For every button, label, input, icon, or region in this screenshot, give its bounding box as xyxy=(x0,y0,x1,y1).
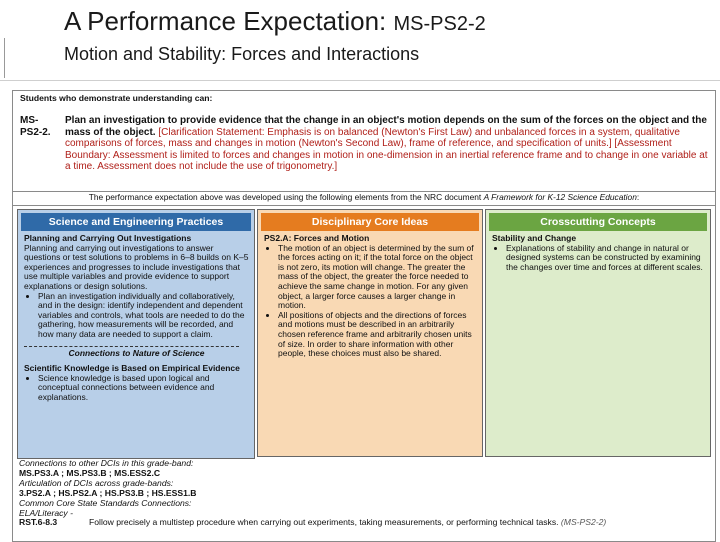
dci-bullet-1: • The motion of an object is determined by the sum of the forces acting on it; if the total force on the object is not zero, its motion will change. The greater the mass of the object, the greater the force needed to achieve the same change in motion. For any given object, a larger force causes a larger change in motion. xyxy=(278,244,477,311)
nos-heading: Scientific Knowledge is Based on Empirical Evidence xyxy=(24,363,240,374)
dci-column xyxy=(257,209,483,457)
conn-other-dcis: MS.PS3.A ; MS.PS3.B ; MS.ESS2.C xyxy=(19,467,161,478)
dci-bullet-2: • All positions of objects and the directions of forces and motions must be described in an arbitrarily chosen reference frame and arbitrarily chosen units of size. In order to share information with other people, these choices must also be shared. xyxy=(278,311,477,359)
sep-heading: Planning and Carrying Out Investigations xyxy=(24,233,192,243)
ccc-heading: Stability and Change xyxy=(492,233,577,243)
ccss-code: RST.6-8.3 xyxy=(19,517,58,528)
ccss-row xyxy=(19,518,709,528)
conn-articulation-label: Articulation of DCIs across grade-bands: xyxy=(19,477,174,488)
ccc-column xyxy=(485,209,711,457)
ccss-ref: (MS-PS2-2) xyxy=(560,517,607,528)
sep-progression: Planning and carrying out investigations to answer questions or test solutions to problems in 6–8 builds on K–5 experiences and progresses to include investigations that use multiple variables and provide evidence to support explanations or design solutions. xyxy=(24,242,249,291)
slide-title xyxy=(64,6,486,37)
pe-clarification: [Clarification Statement: Emphasis is on balanced (Newton's First Law) and unbalanced forces in a system, qualitative comparisons of forces, mass and changes in motion (Newton's Second Law), frame of reference, and specification of units.] xyxy=(65,126,680,149)
dev-text: The performance expectation above was developed using the following elements from the NRC document xyxy=(88,192,484,202)
conn-articulation: 3.PS2.A ; HS.PS2.A ; HS.PS3.B ; HS.ESS1.B xyxy=(19,487,197,498)
sep-column xyxy=(17,209,255,459)
dci-header: Disciplinary Core Ideas xyxy=(261,213,479,231)
left-rule-divider xyxy=(4,38,5,78)
dev-end: : xyxy=(636,192,640,202)
connections-section xyxy=(19,459,709,528)
conn-ccss-label: Common Core State Standards Connections: xyxy=(19,497,192,508)
pe-statement: Plan an investigation to provide evidence that the change in an object's motion depends on the sum of the forces on the object and the mass of the object. xyxy=(65,115,707,138)
slide-subtitle: Motion and Stability: Forces and Interactions xyxy=(64,44,420,64)
pe-boundary: [Assessment Boundary: Assessment is limited to forces and changes in motion in one-dimension in an inertial reference frame and to change in one variable at a time. Assessment does not include the use of trigonometry.] xyxy=(65,138,708,172)
pe-text xyxy=(65,115,710,173)
developed-using-line xyxy=(13,192,715,206)
slide-title-prefix: A Performance Expectation: xyxy=(64,6,394,36)
sep-bullet: • Plan an investigation individually and collaboratively, and in the design: identify independent and dependent variables and controls, what tools are needed to do the gathering, how measurements will be recorded, and how many data are needed to support a claim. xyxy=(38,292,249,340)
dashed-divider xyxy=(24,346,239,347)
conn-other-dcis-label: Connections to other DCIs in this grade-band: xyxy=(19,458,194,468)
standards-document xyxy=(12,90,716,542)
header-divider xyxy=(0,80,720,81)
performance-expectation-box xyxy=(13,91,715,192)
pe-intro: Students who demonstrate understanding can: xyxy=(20,93,213,103)
ccc-header: Crosscutting Concepts xyxy=(489,213,707,231)
slide-title-code: MS-PS2-2 xyxy=(393,13,486,35)
conn-ela-label: ELA/Literacy - xyxy=(19,507,73,518)
nos-title: Connections to Nature of Science xyxy=(68,347,205,358)
sep-header: Science and Engineering Practices xyxy=(21,213,251,231)
ccss-text: Follow precisely a multistep procedure when carrying out experiments, taking measurements, or performing technical tasks. xyxy=(89,517,559,528)
nos-bullet: • Science knowledge is based upon logical and conceptual connections between evidence and explanations. xyxy=(38,374,249,403)
framework-title: A Framework for K-12 Science Education xyxy=(483,192,637,202)
dci-heading: PS2.A: Forces and Motion xyxy=(264,233,370,243)
ccc-bullet: • Explanations of stability and change in natural or designed systems can be constructed by examining the changes over time and forces at different scales. xyxy=(506,244,705,273)
pe-code: MS-PS2-2. xyxy=(20,115,51,138)
